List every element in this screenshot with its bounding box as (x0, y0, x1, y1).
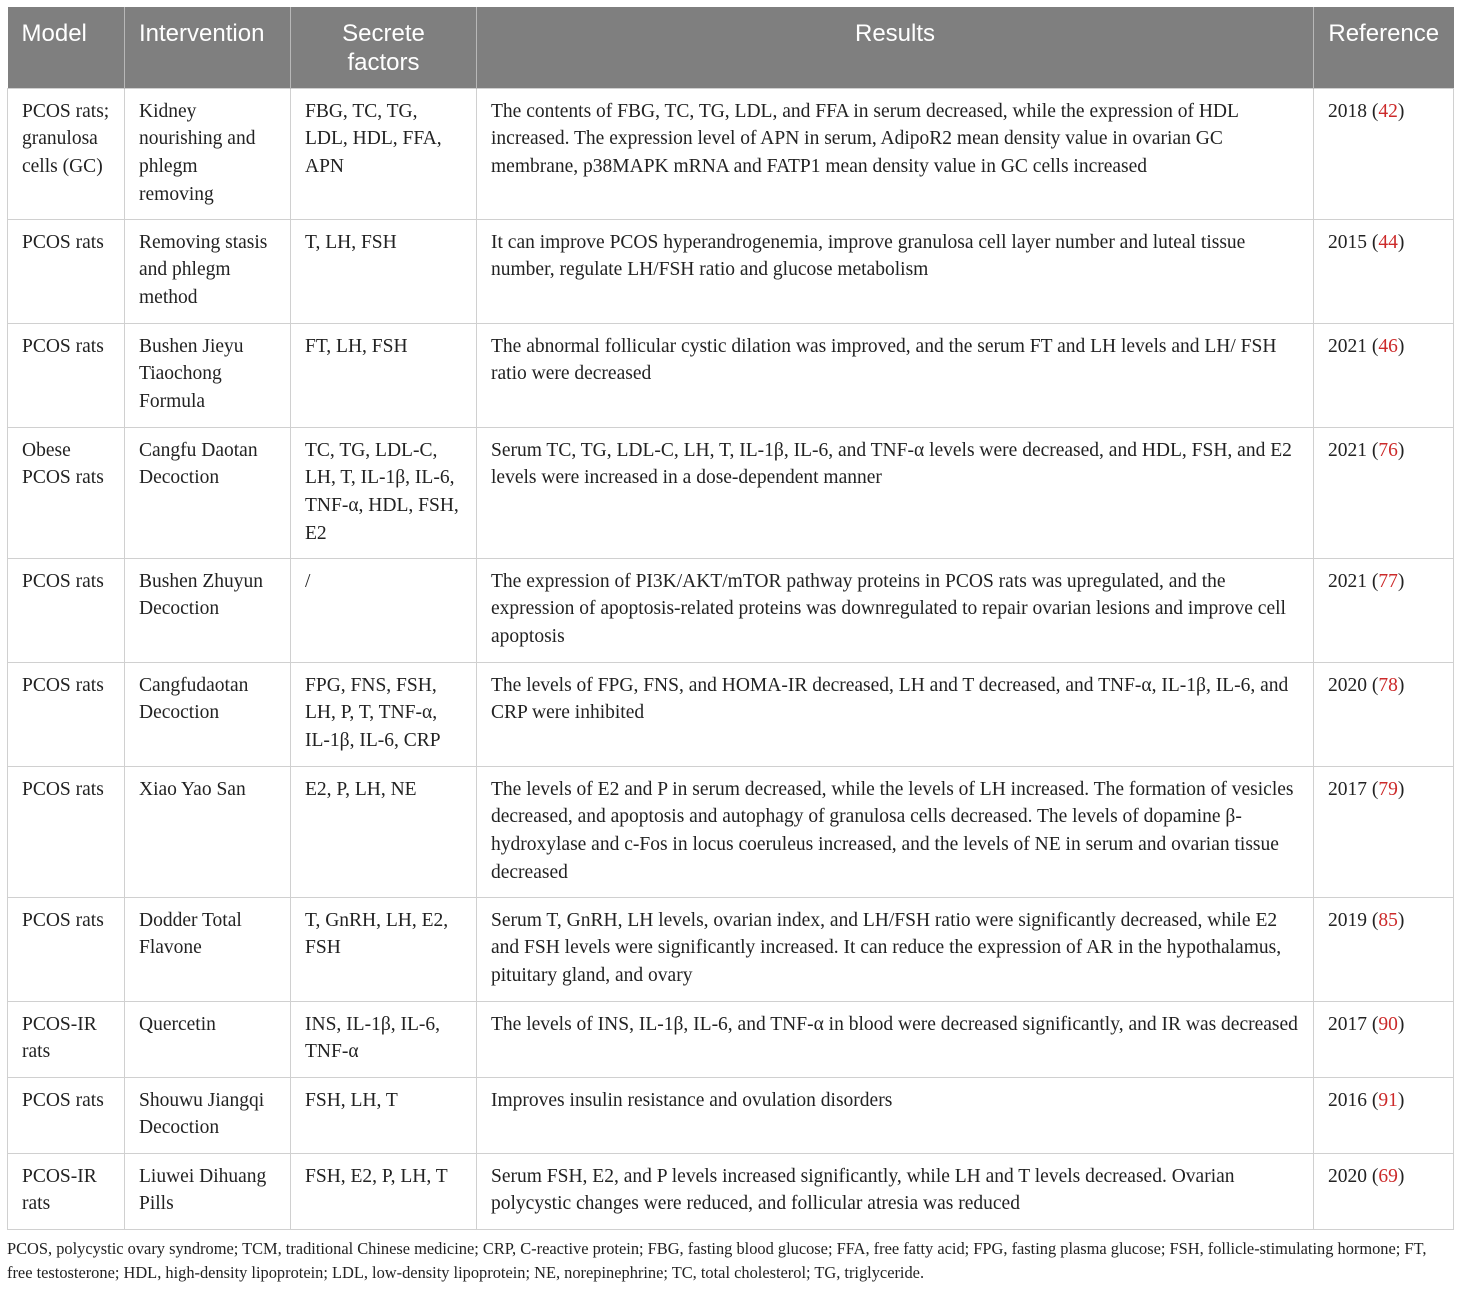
table-row (8, 662, 1454, 766)
cell-reference: 2016 (91) (1314, 1077, 1454, 1153)
cell-factors: T, LH, FSH (291, 219, 477, 323)
cell-factors: FBG, TC, TG, LDL, HDL, FFA, APN (291, 88, 477, 219)
reference-year: 2021 (1328, 335, 1367, 357)
cell-model: PCOS rats (8, 897, 125, 1001)
table-row (8, 558, 1454, 662)
reference-year: 2021 (1328, 570, 1367, 592)
cell-model: PCOS rats (8, 662, 125, 766)
cell-factors: FT, LH, FSH (291, 323, 477, 427)
cell-results: The abnormal follicular cystic dilation was improved, and the serum FT and LH levels and LH/ FSH ratio were decreased (477, 323, 1314, 427)
table-row (8, 1153, 1454, 1229)
cell-results: The levels of FPG, FNS, and HOMA-IR decreased, LH and T decreased, and TNF-α, IL-1β, IL-6, and CRP were inhibited (477, 662, 1314, 766)
table-row (8, 897, 1454, 1001)
cell-model: PCOS rats (8, 766, 125, 897)
cell-results: Serum TC, TG, LDL-C, LH, T, IL-1β, IL-6, and TNF-α levels were decreased, and HDL, FSH, and E2 levels were increased in a dose-dependent manner (477, 427, 1314, 558)
header-intervention: Intervention (125, 7, 291, 88)
table-row (8, 88, 1454, 219)
reference-link[interactable]: 90 (1378, 1013, 1398, 1035)
reference-link[interactable]: 76 (1378, 439, 1398, 461)
cell-model: PCOS rats (8, 558, 125, 662)
reference-year: 2017 (1328, 778, 1367, 800)
reference-year: 2019 (1328, 909, 1367, 931)
reference-year: 2016 (1328, 1089, 1367, 1111)
cell-model: PCOS rats (8, 219, 125, 323)
cell-reference: 2020 (69) (1314, 1153, 1454, 1229)
cell-reference: 2015 (44) (1314, 219, 1454, 323)
cell-factors: FPG, FNS, FSH, LH, P, T, TNF-α, IL-1β, IL-6, CRP (291, 662, 477, 766)
cell-reference: 2021 (77) (1314, 558, 1454, 662)
cell-intervention: Cangfu Daotan Decoction (125, 427, 291, 558)
data-table (7, 7, 1454, 1230)
cell-intervention: Bushen Zhuyun Decoction (125, 558, 291, 662)
cell-reference: 2019 (85) (1314, 897, 1454, 1001)
cell-model: PCOS-IR rats (8, 1001, 125, 1077)
table-row (8, 427, 1454, 558)
reference-year: 2017 (1328, 1013, 1367, 1035)
cell-intervention: Cangfudaotan Decoction (125, 662, 291, 766)
cell-reference: 2017 (90) (1314, 1001, 1454, 1077)
reference-link[interactable]: 44 (1378, 231, 1398, 253)
cell-intervention: Xiao Yao San (125, 766, 291, 897)
cell-results: The contents of FBG, TC, TG, LDL, and FFA in serum decreased, while the expression of HDL increased. The expression level of APN in serum, AdipoR2 mean density value in ovarian GC membrane, p38MAPK mRNA and FATP1 mean density value in GC cells increased (477, 88, 1314, 219)
cell-results: Serum T, GnRH, LH levels, ovarian index, and LH/FSH ratio were significantly decreased, while E2 and FSH levels were significantly increased. It can reduce the expression of AR in the hypothalamus, pituitary gland, and ovary (477, 897, 1314, 1001)
reference-link[interactable]: 69 (1378, 1165, 1398, 1187)
cell-model: PCOS rats (8, 323, 125, 427)
cell-reference: 2020 (78) (1314, 662, 1454, 766)
header-results: Results (477, 7, 1314, 88)
cell-factors: INS, IL-1β, IL-6, TNF-α (291, 1001, 477, 1077)
table-row (8, 323, 1454, 427)
header-reference: Reference (1314, 7, 1454, 88)
reference-link[interactable]: 42 (1378, 100, 1398, 122)
cell-factors: E2, P, LH, NE (291, 766, 477, 897)
cell-model: PCOS rats (8, 1077, 125, 1153)
cell-reference: 2021 (46) (1314, 323, 1454, 427)
header-secrete-factors: Secrete factors (291, 7, 477, 88)
cell-intervention: Bushen Jieyu Tiaochong Formula (125, 323, 291, 427)
table-row (8, 219, 1454, 323)
cell-reference: 2021 (76) (1314, 427, 1454, 558)
table-row (8, 1001, 1454, 1077)
cell-intervention: Removing stasis and phlegm method (125, 219, 291, 323)
cell-factors: T, GnRH, LH, E2, FSH (291, 897, 477, 1001)
cell-results: Improves insulin resistance and ovulation disorders (477, 1077, 1314, 1153)
cell-results: Serum FSH, E2, and P levels increased significantly, while LH and T levels decreased. Ovarian polycystic changes were reduced, and follicular atresia was reduced (477, 1153, 1314, 1229)
cell-reference: 2018 (42) (1314, 88, 1454, 219)
reference-year: 2020 (1328, 674, 1367, 696)
reference-link[interactable]: 78 (1378, 674, 1398, 696)
cell-factors: / (291, 558, 477, 662)
cell-factors: TC, TG, LDL-C, LH, T, IL-1β, IL-6, TNF-α, HDL, FSH, E2 (291, 427, 477, 558)
reference-link[interactable]: 46 (1378, 335, 1398, 357)
reference-link[interactable]: 85 (1378, 909, 1398, 931)
table-container (7, 7, 1453, 1230)
table-row (8, 766, 1454, 897)
cell-intervention: Kidney nourishing and phlegm removing (125, 88, 291, 219)
reference-link[interactable]: 79 (1378, 778, 1398, 800)
cell-model: Obese PCOS rats (8, 427, 125, 558)
cell-intervention: Dodder Total Flavone (125, 897, 291, 1001)
cell-results: It can improve PCOS hyperandrogenemia, improve granulosa cell layer number and luteal tissue number, regulate LH/FSH ratio and glucose metabolism (477, 219, 1314, 323)
reference-year: 2021 (1328, 439, 1367, 461)
reference-year: 2020 (1328, 1165, 1367, 1187)
cell-results: The levels of E2 and P in serum decreased, while the levels of LH increased. The formation of vesicles decreased, and apoptosis and autophagy of granulosa cells decreased. The levels of dopamine β-hydroxylase and c-Fos in locus coeruleus increased, and the levels of NE in serum and ovarian tissue decreased (477, 766, 1314, 897)
table-footnote: PCOS, polycystic ovary syndrome; TCM, traditional Chinese medicine; CRP, C-reactive protein; FBG, fasting blood glucose; FFA, free fatty acid; FPG, fasting plasma glucose; FSH, follicle-stimulating hormone; FT, free testosterone; HDL, high-density lipoprotein; LDL, low-density lipoprotein; NE, norepinephrine; TC, total cholesterol; TG, triglyceride. (7, 1239, 1427, 1282)
header-row (8, 7, 1454, 88)
reference-link[interactable]: 91 (1378, 1089, 1398, 1111)
reference-year: 2015 (1328, 231, 1367, 253)
cell-factors: FSH, E2, P, LH, T (291, 1153, 477, 1229)
table-row (8, 1077, 1454, 1153)
cell-reference: 2017 (79) (1314, 766, 1454, 897)
header-model: Model (8, 7, 125, 88)
cell-intervention: Quercetin (125, 1001, 291, 1077)
cell-intervention: Shouwu Jiangqi Decoction (125, 1077, 291, 1153)
cell-factors: FSH, LH, T (291, 1077, 477, 1153)
reference-link[interactable]: 77 (1378, 570, 1398, 592)
cell-results: The levels of INS, IL-1β, IL-6, and TNF-α in blood were decreased significantly, and IR was decreased (477, 1001, 1314, 1077)
cell-results: The expression of PI3K/AKT/mTOR pathway proteins in PCOS rats was upregulated, and the expression of apoptosis-related proteins was downregulated to repair ovarian lesions and improve cell apoptosis (477, 558, 1314, 662)
cell-model: PCOS-IR rats (8, 1153, 125, 1229)
cell-model: PCOS rats; granulosa cells (GC) (8, 88, 125, 219)
cell-intervention: Liuwei Dihuang Pills (125, 1153, 291, 1229)
reference-year: 2018 (1328, 100, 1367, 122)
